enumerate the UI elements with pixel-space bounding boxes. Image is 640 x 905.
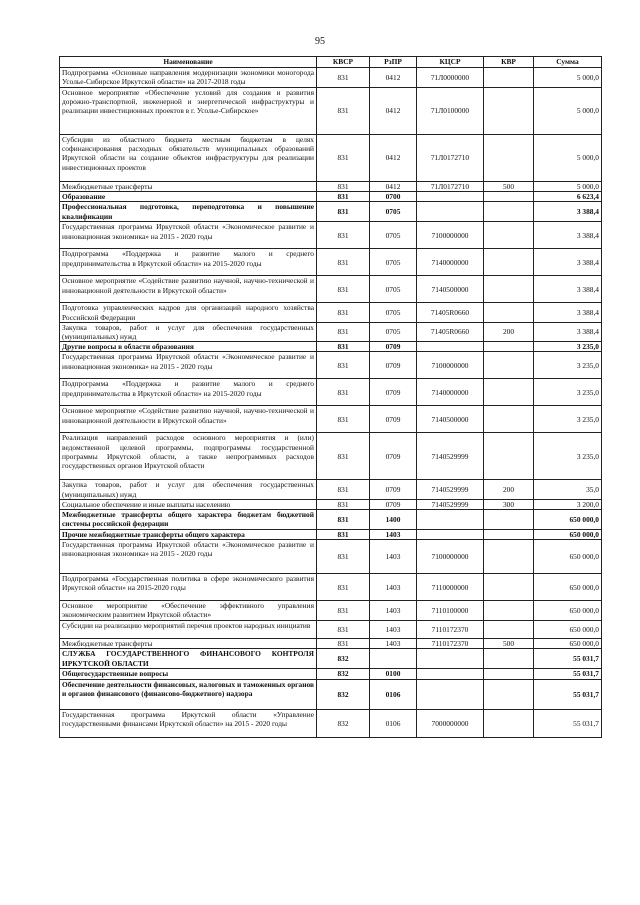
cell-kvsr: 831: [317, 249, 370, 276]
cell-sum: 3 200,0: [534, 499, 602, 509]
table-row: [60, 135, 602, 182]
cell-sum: 3 235,0: [534, 433, 602, 480]
cell-sum: 3 388,4: [534, 303, 602, 322]
cell-sum: 55 031,7: [534, 649, 602, 669]
table-row: [60, 222, 602, 249]
cell-kvsr: 831: [317, 88, 370, 135]
cell-kvsr: 832: [317, 709, 370, 737]
cell-name: Подпрограмма «Государственная политика в сфере экономического развития Иркутской области» на 2015-2020 годы: [60, 574, 317, 601]
table-row: [60, 88, 602, 135]
cell-kvr: [484, 135, 534, 182]
table-row: [60, 574, 602, 601]
cell-kvsr: 831: [317, 499, 370, 509]
cell-kvsr: 831: [317, 601, 370, 621]
cell-rzpr: [370, 649, 417, 669]
cell-kvr: [484, 352, 534, 379]
cell-kvr: [484, 601, 534, 621]
cell-kvr: [484, 379, 534, 406]
cell-name: Реализация направлений расходов основного мероприятия и (или) ведомственной целевой программы, подпрограммы государственной программы Иркутской области, а также непрограммных расходов государственных органов Иркутской области: [60, 433, 317, 480]
cell-sum: 650 000,0: [534, 601, 602, 621]
cell-name: Подготовка управленческих кадров для организаций народного хозяйства Российской Федерации: [60, 303, 317, 322]
cell-name: Государственная программа Иркутской области «Экономическое развитие и инновационная экономика» на 2015 - 2020 годы: [60, 222, 317, 249]
cell-kvr: [484, 530, 534, 540]
cell-kvsr: 831: [317, 621, 370, 639]
cell-kvsr: 831: [317, 68, 370, 88]
cell-kcsr: [417, 679, 484, 709]
header-rzpr: РзПР: [370, 57, 417, 68]
cell-name: Закупка товаров, работ и услуг для обеспечения государственных (муниципальных) нужд: [60, 322, 317, 341]
cell-kcsr: 71Л0000000: [417, 68, 484, 88]
cell-rzpr: 0700: [370, 192, 417, 202]
cell-kvsr: 831: [317, 540, 370, 574]
cell-kvsr: 832: [317, 649, 370, 669]
cell-sum: 3 388,4: [534, 249, 602, 276]
cell-sum: 3 235,0: [534, 342, 602, 352]
cell-kcsr: 7140000000: [417, 249, 484, 276]
cell-kvr: [484, 679, 534, 709]
cell-kvr: [484, 574, 534, 601]
header-kcsr: КЦСР: [417, 57, 484, 68]
cell-sum: 650 000,0: [534, 574, 602, 601]
cell-name: Основное мероприятие «Содействие развитию научной, научно-технической и инновационной деятельности в Иркутской области»: [60, 406, 317, 433]
cell-name: Межбюджетные трансферты общего характера бюджетам бюджетной системы российской федерации: [60, 510, 317, 530]
cell-kvsr: 831: [317, 480, 370, 499]
cell-rzpr: 0709: [370, 406, 417, 433]
cell-kvr: [484, 342, 534, 352]
budget-table: [59, 56, 602, 738]
cell-kvr: [484, 222, 534, 249]
table-row: [60, 499, 602, 509]
header-kvsr: КВСР: [317, 57, 370, 68]
cell-name: Образование: [60, 192, 317, 202]
cell-name: Государственная программа Иркутской области «Управление государственными финансами Иркутской области» на 2015 - 2020 годы: [60, 709, 317, 737]
cell-rzpr: 0412: [370, 135, 417, 182]
cell-name: Основное мероприятие «Обеспечение условий для создания и развития дорожно-транспортной, инженерной и энергетической инфраструктуры и реализации инвестиционных проектов в г. Усолье-Сибирское»: [60, 88, 317, 135]
table-row: [60, 669, 602, 679]
cell-rzpr: 0705: [370, 276, 417, 303]
cell-rzpr: 0705: [370, 322, 417, 341]
header-name: Наименование: [60, 57, 317, 68]
cell-name: Государственная программа Иркутской области «Экономическое развитие и инновационная экономика» на 2015 - 2020 годы: [60, 540, 317, 574]
cell-kvr: [484, 709, 534, 737]
table-row: [60, 649, 602, 669]
cell-kcsr: 7140000000: [417, 379, 484, 406]
cell-name: Подпрограмма «Поддержка и развитие малого и среднего предпринимательства в Иркутской области» на 2015-2020 годы: [60, 249, 317, 276]
cell-kcsr: 71405R0660: [417, 303, 484, 322]
table-row: [60, 249, 602, 276]
cell-kvr: 200: [484, 322, 534, 341]
table-row: [60, 322, 602, 341]
cell-kvr: [484, 202, 534, 222]
cell-kvsr: 831: [317, 222, 370, 249]
header-sum: Сумма: [534, 57, 602, 68]
table-row: [60, 709, 602, 737]
cell-kvr: [484, 406, 534, 433]
cell-kvr: [484, 303, 534, 322]
cell-sum: 650 000,0: [534, 510, 602, 530]
cell-name: СЛУЖБА ГОСУДАРСТВЕННОГО ФИНАНСОВОГО КОНТРОЛЯ ИРКУТСКОЙ ОБЛАСТИ: [60, 649, 317, 669]
table-row: [60, 540, 602, 574]
cell-rzpr: 1403: [370, 601, 417, 621]
cell-kcsr: 7140529999: [417, 480, 484, 499]
cell-name: Межбюджетные трансферты: [60, 182, 317, 192]
cell-name: Подпрограмма «Поддержка и развитие малого и среднего предпринимательства в Иркутской области» на 2015-2020 годы: [60, 379, 317, 406]
cell-sum: 6 623,4: [534, 192, 602, 202]
cell-kvsr: 831: [317, 342, 370, 352]
cell-kcsr: 71Л0172710: [417, 135, 484, 182]
cell-kcsr: [417, 669, 484, 679]
cell-kcsr: 7140529999: [417, 499, 484, 509]
cell-kcsr: 7110172370: [417, 621, 484, 639]
table-row: [60, 510, 602, 530]
cell-name: Закупка товаров, работ и услуг для обеспечения государственных (муниципальных) нужд: [60, 480, 317, 499]
cell-kvr: [484, 649, 534, 669]
cell-kvsr: 832: [317, 669, 370, 679]
cell-kvr: [484, 192, 534, 202]
cell-kvr: 200: [484, 480, 534, 499]
table-row: [60, 530, 602, 540]
cell-kcsr: [417, 342, 484, 352]
cell-name: Другие вопросы в области образования: [60, 342, 317, 352]
cell-rzpr: 0705: [370, 202, 417, 222]
cell-rzpr: 1400: [370, 510, 417, 530]
cell-sum: 5 000,0: [534, 68, 602, 88]
cell-sum: 3 235,0: [534, 379, 602, 406]
cell-rzpr: 0705: [370, 303, 417, 322]
cell-rzpr: 0709: [370, 433, 417, 480]
cell-kvsr: 831: [317, 352, 370, 379]
cell-kcsr: 71405R0660: [417, 322, 484, 341]
cell-kcsr: 7140500000: [417, 276, 484, 303]
cell-sum: 55 031,7: [534, 709, 602, 737]
cell-sum: 5 000,0: [534, 135, 602, 182]
cell-kvsr: 831: [317, 182, 370, 192]
table-row: [60, 480, 602, 499]
table-row: [60, 182, 602, 192]
cell-sum: 3 388,4: [534, 276, 602, 303]
cell-kcsr: 7110100000: [417, 601, 484, 621]
cell-rzpr: 0106: [370, 709, 417, 737]
cell-sum: 3 388,4: [534, 202, 602, 222]
cell-rzpr: 0412: [370, 68, 417, 88]
cell-rzpr: 0709: [370, 480, 417, 499]
cell-rzpr: 1403: [370, 530, 417, 540]
cell-rzpr: 1403: [370, 574, 417, 601]
cell-kcsr: [417, 649, 484, 669]
table-row: [60, 379, 602, 406]
cell-kvr: 500: [484, 639, 534, 649]
cell-kvsr: 831: [317, 510, 370, 530]
cell-kcsr: [417, 192, 484, 202]
cell-kvr: [484, 540, 534, 574]
cell-rzpr: 0709: [370, 499, 417, 509]
cell-rzpr: 0709: [370, 379, 417, 406]
cell-name: Подпрограмма «Основные направления модернизации экономики моногорода Усолье-Сибирское Иркутской области» на 2017-2018 годы: [60, 68, 317, 88]
cell-sum: 650 000,0: [534, 530, 602, 540]
cell-kcsr: 71Л0172710: [417, 182, 484, 192]
cell-kcsr: 7140529999: [417, 433, 484, 480]
cell-kvsr: 831: [317, 433, 370, 480]
cell-kcsr: 7100000000: [417, 222, 484, 249]
cell-rzpr: 0100: [370, 669, 417, 679]
cell-kcsr: 71Л0100000: [417, 88, 484, 135]
cell-kvsr: 831: [317, 135, 370, 182]
cell-name: Профессиональная подготовка, переподготовка и повышение квалификации: [60, 202, 317, 222]
table-row: [60, 68, 602, 88]
cell-kvr: [484, 68, 534, 88]
cell-rzpr: 1403: [370, 639, 417, 649]
cell-sum: 3 235,0: [534, 352, 602, 379]
header-kvr: КВР: [484, 57, 534, 68]
cell-name: Государственная программа Иркутской области «Экономическое развитие и инновационная экономика» на 2015 - 2020 годы: [60, 352, 317, 379]
cell-kvr: [484, 669, 534, 679]
cell-kvr: [484, 276, 534, 303]
table-row: [60, 342, 602, 352]
cell-rzpr: 0412: [370, 88, 417, 135]
table-row: [60, 639, 602, 649]
cell-kvsr: 831: [317, 530, 370, 540]
cell-rzpr: 0709: [370, 352, 417, 379]
cell-kcsr: 7140500000: [417, 406, 484, 433]
cell-kvr: [484, 249, 534, 276]
cell-name: Социальное обеспечение и иные выплаты населению: [60, 499, 317, 509]
cell-rzpr: 0106: [370, 679, 417, 709]
table-row: [60, 601, 602, 621]
table-row: [60, 621, 602, 639]
cell-sum: 3 388,4: [534, 222, 602, 249]
cell-kcsr: 7100000000: [417, 540, 484, 574]
cell-name: Субсидии на реализацию мероприятий перечня проектов народных инициатив: [60, 621, 317, 639]
cell-kvr: 300: [484, 499, 534, 509]
cell-kvr: [484, 510, 534, 530]
cell-name: Обеспечение деятельности финансовых, налоговых и таможенных органов и органов финансового (финансово-бюджетного) надзора: [60, 679, 317, 709]
cell-name: Субсидии из областного бюджета местным бюджетам в целях софинансирования расходных обязательств муниципальных образований Иркутской области на создание объектов инфраструктуры для реализации инвестиционных проектов: [60, 135, 317, 182]
cell-name: Основное мероприятие «Содействие развитию научной, научно-технической и инновационной деятельности в Иркутской области»: [60, 276, 317, 303]
cell-kvr: [484, 88, 534, 135]
cell-sum: 5 000,0: [534, 88, 602, 135]
cell-rzpr: 1403: [370, 621, 417, 639]
table-row: [60, 192, 602, 202]
cell-kvsr: 831: [317, 379, 370, 406]
table-row: [60, 202, 602, 222]
cell-sum: 650 000,0: [534, 639, 602, 649]
cell-kvsr: 831: [317, 406, 370, 433]
cell-sum: 55 031,7: [534, 669, 602, 679]
cell-sum: 35,0: [534, 480, 602, 499]
cell-sum: 650 000,0: [534, 540, 602, 574]
cell-name: Межбюджетные трансферты: [60, 639, 317, 649]
cell-kcsr: [417, 510, 484, 530]
table-row: [60, 433, 602, 480]
cell-sum: 55 031,7: [534, 679, 602, 709]
cell-rzpr: 0709: [370, 342, 417, 352]
cell-kvsr: 831: [317, 639, 370, 649]
cell-kcsr: 7110172370: [417, 639, 484, 649]
cell-name: Общегосударственные вопросы: [60, 669, 317, 679]
cell-kcsr: [417, 530, 484, 540]
cell-rzpr: 0412: [370, 182, 417, 192]
cell-kvr: [484, 621, 534, 639]
cell-kvsr: 831: [317, 192, 370, 202]
table-row: [60, 276, 602, 303]
cell-rzpr: 0705: [370, 249, 417, 276]
cell-kvsr: 831: [317, 276, 370, 303]
cell-kvsr: 831: [317, 574, 370, 601]
cell-kvsr: 832: [317, 679, 370, 709]
table-header-row: [60, 57, 602, 68]
page-number: 95: [315, 36, 325, 47]
cell-kcsr: 7110000000: [417, 574, 484, 601]
cell-kcsr: [417, 202, 484, 222]
cell-kvsr: 831: [317, 322, 370, 341]
cell-name: Основное мероприятие «Обеспечение эффективного управления экономическим развитием Иркутской области»: [60, 601, 317, 621]
table-row: [60, 303, 602, 322]
cell-sum: 3 235,0: [534, 406, 602, 433]
cell-kcsr: 7100000000: [417, 352, 484, 379]
cell-kvsr: 831: [317, 303, 370, 322]
cell-sum: 650 000,0: [534, 621, 602, 639]
table-row: [60, 352, 602, 379]
cell-kvr: [484, 433, 534, 480]
cell-kvr: 500: [484, 182, 534, 192]
cell-rzpr: 1403: [370, 540, 417, 574]
cell-kvsr: 831: [317, 202, 370, 222]
cell-name: Прочие межбюджетные трансферты общего характера: [60, 530, 317, 540]
cell-rzpr: 0705: [370, 222, 417, 249]
table-row: [60, 406, 602, 433]
table-row: [60, 679, 602, 709]
cell-sum: 5 000,0: [534, 182, 602, 192]
cell-kcsr: 7000000000: [417, 709, 484, 737]
cell-sum: 3 388,4: [534, 322, 602, 341]
